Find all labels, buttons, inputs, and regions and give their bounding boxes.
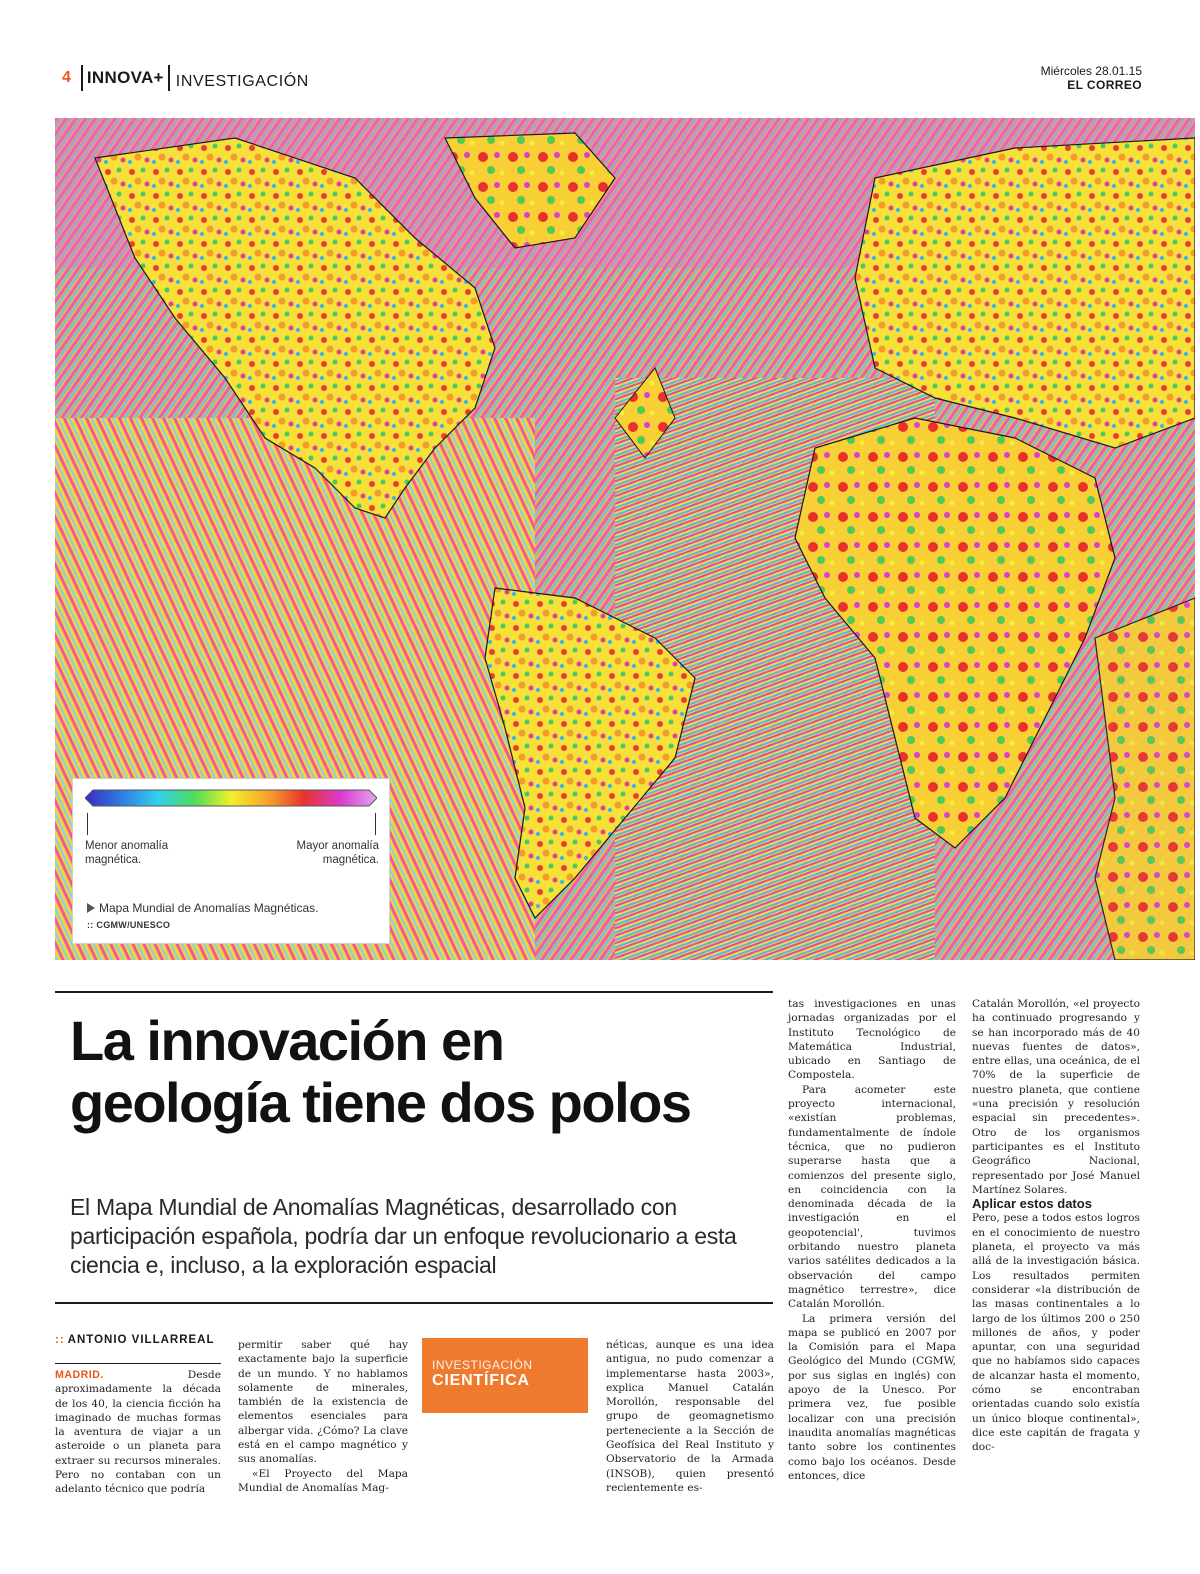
article-column-4	[788, 997, 956, 1483]
headline-line-2: geología tiene dos polos	[70, 1071, 691, 1134]
section-name: INNOVA+	[86, 68, 164, 87]
paragraph: Para acometer este proyecto internacional, «existían problemas, fundamentalmente de índole técnica, que no pudieron superarse hasta que a comienzos del presente siglo, en coincidencia con la denominada década de la investigación en el geopotencial', tuvimos orbitando nuestro planeta varios satélites dedicados a la observación del campo magnético terrestre», dice Catalán Morollón.	[788, 1083, 956, 1311]
issue-date: Miércoles 28.01.15	[1040, 64, 1142, 78]
article-column-1	[55, 1368, 221, 1497]
map-legend	[72, 778, 390, 944]
dateline-city: MADRID.	[55, 1369, 104, 1381]
badge-line-2: CIENTÍFICA	[432, 1372, 530, 1389]
deck-bottom-rule	[55, 1302, 773, 1304]
scale-max-tick	[375, 813, 376, 835]
byline-marker-icon: ::	[55, 1334, 65, 1346]
article-column-3	[606, 1338, 774, 1495]
page-number: 4	[62, 69, 71, 86]
map-caption	[87, 901, 318, 915]
paragraph: «El Proyecto del Mapa Mundial de Anomalías Mag-	[238, 1467, 408, 1494]
newspaper-name: EL CORREO	[1067, 78, 1142, 92]
article-headline	[70, 1010, 770, 1134]
article-column-5	[972, 997, 1140, 1455]
subheading: Aplicar estos datos	[972, 1196, 1092, 1212]
article-deck: El Mapa Mundial de Anomalías Magnéticas, desarrollado con participación española, podría dar un enfoque revolucionario a esta ciencia e, incluso, a la exploración espacial	[70, 1194, 737, 1278]
legend-min-label: Menor anomalía magnética.	[85, 840, 169, 866]
legend-max-label: Mayor anomalía magnética.	[296, 840, 379, 866]
paragraph: tas investigaciones en unas jornadas organizadas por el Instituto Tecnológico de Matemática Industrial, ubicado en Santiago de Compostela.	[788, 998, 956, 1082]
byline	[55, 1333, 221, 1347]
paragraph-text: Desde aproximadamente la década de los 40, la ciencia ficción ha imaginado de muchas formas la aventura de viajar a un asteroide o un planeta para extraer su recursos minerales. Pero no contaban con un adelanto técnico que podría	[55, 1369, 221, 1496]
byline-rule	[55, 1363, 221, 1364]
header-date-block	[1041, 64, 1142, 92]
paragraph: Catalán Morollón, «el proyecto ha continuado progresando y se han incorporado más de 40 nuevas fuentes de datos», entre ellas, una oceánica, de el 70% de la superficie de nuestro planeta, que contiene «una precisión y resolución espacial sin precedentes». Otro de los organismos participantes es el Instituto Geográfico Nacional, representado por José Manuel Martínez Solares.	[972, 998, 1140, 1196]
caption-arrow-icon	[87, 903, 95, 913]
paragraph: Pero, pese a todos estos logros en el conocimiento de nuestro planeta, el proyecto va más allá de la investigación básica. Los resultados permiten considerar «la distribución de las masas continentales a lo largo de los últimos 200 o 250 millones de años, y poder apuntar, con una seguridad que no habíamos sido capaces de alcanzar hasta el momento, cómo se encontraban orientadas cuando solo existía un único bloque continental», dice este capitán de fragata y doc-	[972, 1212, 1140, 1454]
section-badge	[422, 1338, 588, 1413]
subsection-name: INVESTIGACIÓN	[175, 73, 309, 90]
map-caption-text: Mapa Mundial de Anomalías Magnéticas.	[99, 901, 319, 915]
paragraph: permitir saber qué hay exactamente bajo la superficie de un mundo. Y no hablamos solamente de minerales, también de la existencia de elementos esenciales para albergar vida. ¿Cómo? La clave está en el campo magnético y sus anomalías.	[238, 1339, 408, 1466]
scale-min-tick	[87, 813, 88, 835]
byline-author: ANTONIO VILLARREAL	[67, 1334, 215, 1346]
image-credit: :: CGMW/UNESCO	[87, 920, 171, 930]
color-scale-bar	[85, 789, 377, 807]
badge-line-1: INVESTIGACIÓN	[432, 1358, 533, 1372]
article-column-2	[238, 1338, 408, 1495]
headline-top-rule	[55, 991, 773, 993]
header-divider	[81, 65, 83, 91]
paragraph: néticas, aunque es una idea antigua, no pudo comenzar a implementarse hasta 2003», explica Manuel Catalán Morollón, responsable del grupo de geomagnetismo perteneciente a la Sección de Geofísica del Real Instituto y Observatorio de la Armada (INSOB), quien presentó recientemente es-	[606, 1339, 774, 1494]
paragraph: La primera versión del mapa se publicó en 2007 por la Comisión para el Mapa Geológico del Mundo (CGMW, por sus siglas en inglés) con apoyo de la Unesco. Por primera vez, fue posible localizar con una precisión inaudita anomalías magnéticas tanto sobre los continentes como bajo los océanos. Desde entonces, dice	[788, 1312, 956, 1482]
paragraph	[55, 1368, 221, 1497]
headline-line-1: La innovación en	[70, 1009, 504, 1072]
header-divider	[168, 65, 170, 91]
page-header	[62, 64, 309, 92]
